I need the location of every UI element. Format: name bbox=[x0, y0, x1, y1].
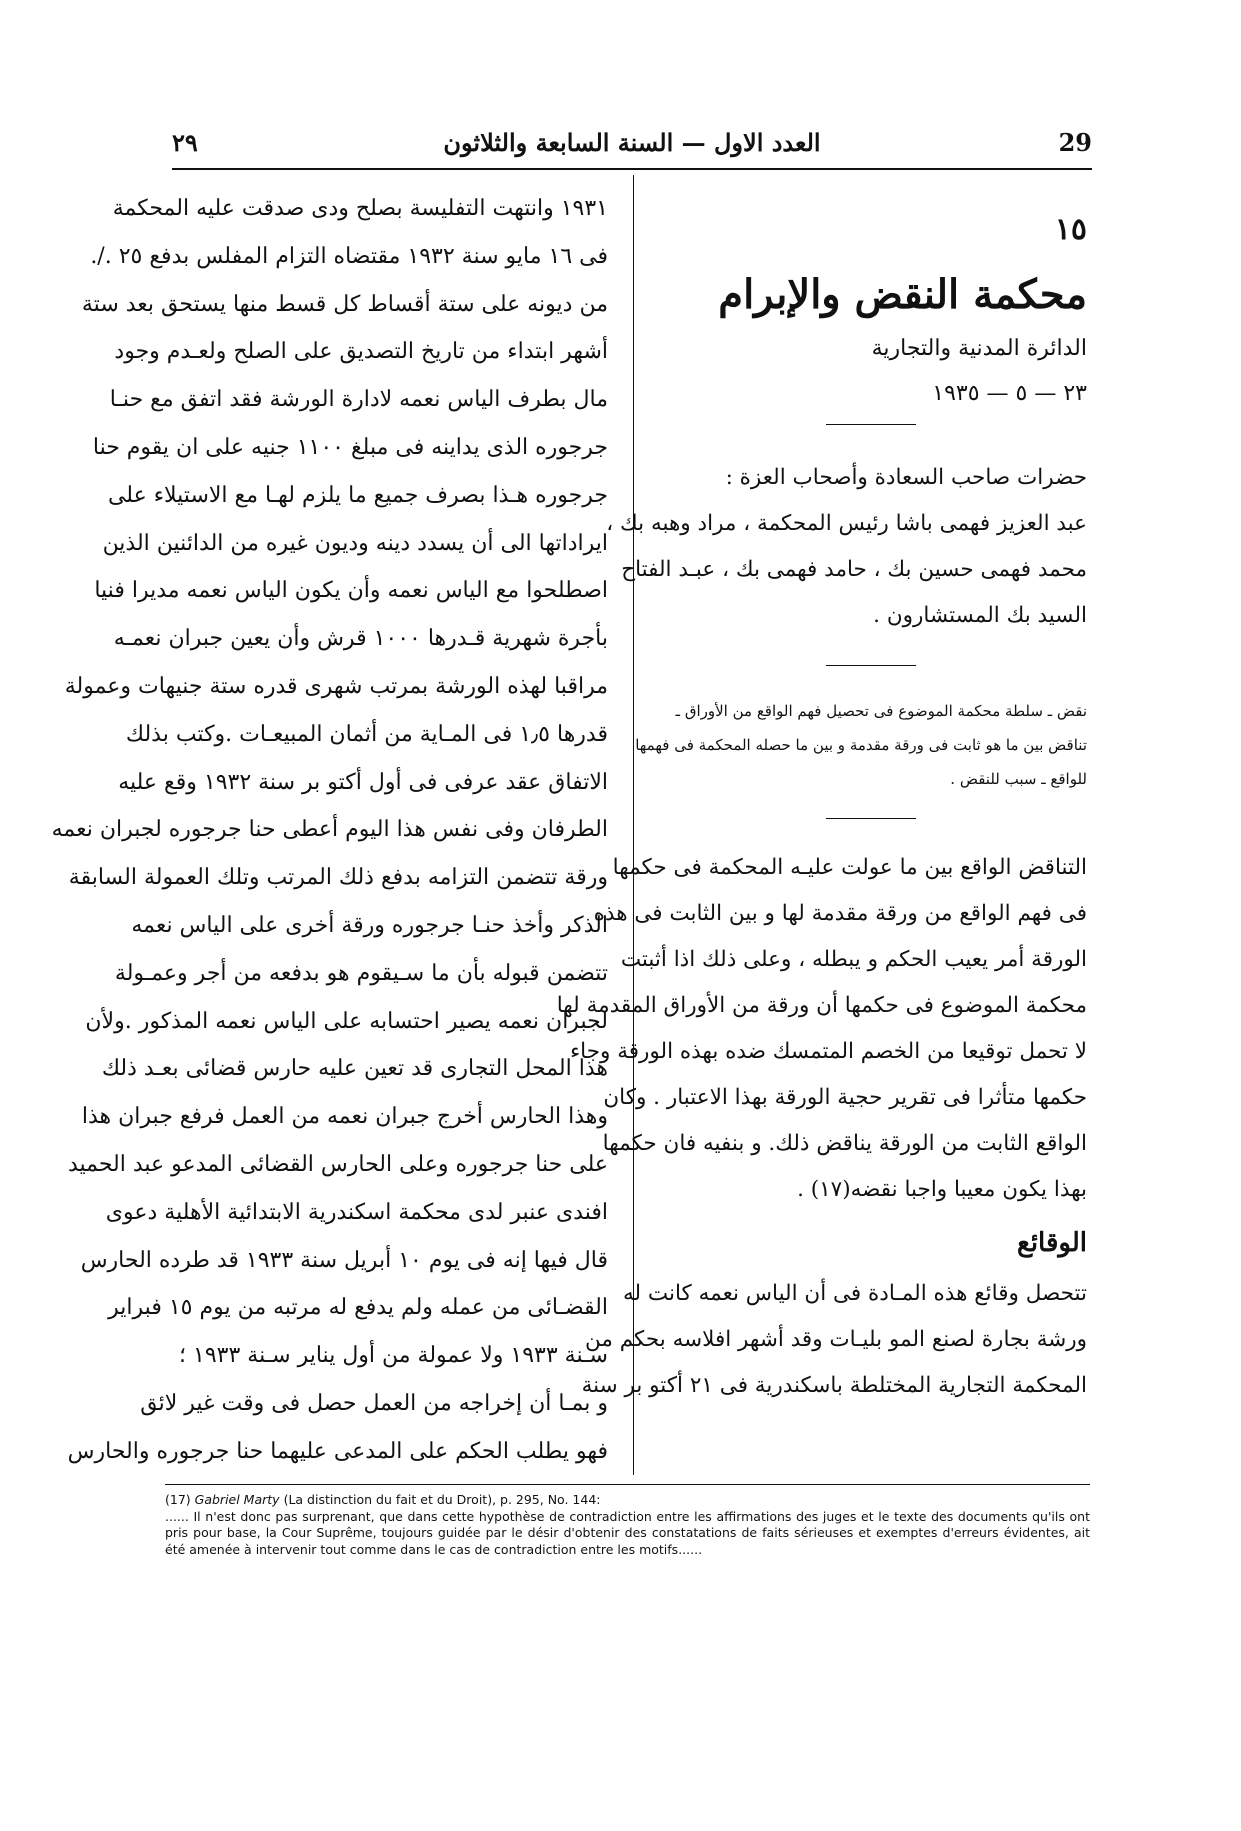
body-line: أشهر ابتداء من تاريخ التصديق على الصلح ولعـدم وجود bbox=[114, 339, 608, 365]
journal-issue-title: العدد الاول — السنة السابعة والثلاثون bbox=[443, 128, 821, 157]
body-line: القضـائى من عمله ولم يدفع له مرتبه من يوم ١٥ فبراير bbox=[108, 1295, 608, 1321]
footnote-citation bbox=[165, 1492, 1090, 1509]
body-line: قدرها ١٫٥ فى المـاية من أثمان المبيعـات .وكتب بذلك bbox=[125, 721, 608, 747]
case-number: ١٥ bbox=[1054, 212, 1087, 247]
page-number-latin: 29 bbox=[1058, 128, 1092, 157]
footnote-rule bbox=[165, 1484, 1090, 1485]
facts-heading: الوقائع bbox=[1016, 1228, 1087, 1258]
facts-text bbox=[581, 1271, 1087, 1409]
page-number-arabic: ٢٩ bbox=[172, 128, 198, 157]
summary-line: نقض ـ سلطة محكمة الموضوع فى تحصيل فهم الواقع من الأوراق ـ bbox=[675, 702, 1087, 720]
body-line: ورقة تتضمن التزامه بدفع ذلك المرتب وتلك العمولة السابقة bbox=[68, 865, 608, 891]
body-line: بأجرة شهرية قـدرها ١٠٠٠ قرش وأن يعين جبران نعمـه bbox=[113, 626, 608, 652]
facts-line: ورشة بجارة لصنع المو بليـات وقد أشهر افلاسه بحكم من bbox=[585, 1327, 1087, 1352]
body-line: و بمـا أن إخراجه من العمل حصل فى وقت غير لائق bbox=[140, 1390, 608, 1416]
circuit-name: الدائرة المدنية والتجارية bbox=[871, 336, 1087, 361]
body-line: سـنة ١٩٣٣ ولا عمولة من أول يناير سـنة ١٩٣٣ ؛ bbox=[179, 1343, 608, 1369]
principle-line: فى فهم الواقع من ورقة مقدمة لها و بين الثابت فى هذه bbox=[593, 901, 1087, 926]
body-line: ١٩٣١ وانتهت التفليسة بصلح ودى صدقت عليه المحكمة bbox=[112, 196, 608, 221]
left-column bbox=[51, 185, 608, 1476]
body-line: الاتفاق عقد عرفى فى أول أكتو بر سنة ١٩٣٢ وقع عليه bbox=[118, 769, 608, 795]
body-line: ايراداتها الى أن يسدد دينه وديون غيره من الدائنين الذين bbox=[102, 530, 608, 556]
body-line: لجبران نعمه يصير احتسابه على الياس نعمه المذكور .ولأن bbox=[85, 1008, 608, 1034]
footnote-author: Gabriel Marty bbox=[194, 1492, 280, 1507]
summary-line: للواقع ـ سبب للنقض . bbox=[950, 770, 1087, 788]
panel-line: السيد بك المستشارون . bbox=[873, 603, 1087, 628]
case-summary bbox=[635, 694, 1087, 796]
body-line: من ديونه على ستة أقساط كل قسط منها يستحق بعد ستة bbox=[81, 291, 608, 317]
panel-members bbox=[606, 455, 1087, 639]
body-line: فى ١٦ مايو سنة ١٩٣٢ مقتضاه التزام المفلس بدفع ٢٥ ./. bbox=[90, 243, 608, 269]
panel-line: حضرات صاحب السعادة وأصحاب العزة : bbox=[725, 465, 1087, 490]
body-line: قال فيها إنه فى يوم ١٠ أبريل سنة ١٩٣٣ قد طرده الحارس bbox=[80, 1247, 608, 1273]
body-line: على حنا جرجوره وعلى الحارس القضائى المدعو عبد الحميد bbox=[67, 1151, 608, 1177]
body-line: مال بطرف الياس نعمه لادارة الورشة فقد اتفق مع حنـا bbox=[109, 387, 608, 413]
panel-line: عبد العزيز فهمى باشا رئيس المحكمة ، مراد وهبه بك ، bbox=[606, 511, 1087, 536]
panel-line: محمد فهمى حسين بك ، حامد فهمى بك ، عبـد الفتاح bbox=[621, 557, 1087, 582]
body-line: اصطلحوا مع الياس نعمه وأن يكون الياس نعمه مديرا فنيا bbox=[94, 578, 608, 604]
right-column bbox=[556, 190, 1087, 1409]
footnote-source: (La distinction du fait et du Droit), p. 295, No. 144: bbox=[283, 1492, 601, 1507]
facts-line: تتحصل وقائع هذه المـادة فى أن الياس نعمه كانت له bbox=[623, 1281, 1087, 1306]
body-line: الطرفان وفى نفس هذا اليوم أعطى حنا جرجوره لجبران نعمه bbox=[51, 817, 608, 843]
body-line: جرجوره الذى يداينه فى مبلغ ١١٠٠ جنيه على ان يقوم حنا bbox=[92, 434, 608, 460]
footnote-marker: (17) bbox=[165, 1492, 191, 1507]
body-line: وهذا الحارس أخرج جبران نعمه من العمل فرفع جبران هذا bbox=[81, 1104, 608, 1130]
legal-principle bbox=[556, 845, 1087, 1213]
footnote-quote: ...... Il n'est donc pas surprenant, que dans cette hypothèse de contradiction entre les affirmations des juges et le texte des documents qu'ils ont pris pour base, la Cour Suprême, toujours guidée par le désir d'obtenir des constatations de faits sérieuses et exemptes d'erreurs évidentes, ait été amenée à intervenir tout comme dans le cas de contradiction entre les motifs...... bbox=[165, 1508, 1090, 1557]
section-rule bbox=[826, 665, 916, 666]
body-line: هذا المحل التجارى قد تعين عليه حارس قضائى بعـد ذلك bbox=[101, 1056, 608, 1082]
body-line: مراقبا لهذه الورشة بمرتب شهرى قدره ستة جنيهات وعمولة bbox=[64, 673, 608, 699]
facts-line: المحكمة التجارية المختلطة باسكندرية فى ٢١ أكتو بر سنة bbox=[581, 1373, 1087, 1398]
body-line: افندى عنبر لدى محكمة اسكندرية الابتدائية الأهلية دعوى bbox=[105, 1199, 608, 1225]
section-rule bbox=[826, 818, 916, 819]
principle-line: التناقض الواقع بين ما عولت عليـه المحكمة فى حكمها bbox=[612, 855, 1087, 880]
principle-line: بهذا يكون معيبا واجبا نقضه(١٧) . bbox=[797, 1177, 1087, 1202]
principle-line: الورقة أمر يعيب الحكم و يبطله ، وعلى ذلك اذا أثبتت bbox=[620, 947, 1087, 972]
body-line: الذكر وأخذ حنـا جرجوره ورقة أخرى على الياس نعمه bbox=[131, 912, 608, 938]
page-header bbox=[172, 128, 1092, 168]
summary-line: تناقض بين ما هو ثابت فى ورقة مقدمة و بين ما حصله المحكمة فى فهمها bbox=[635, 736, 1087, 754]
body-line: جرجوره هـذا بصرف جميع ما يلزم لهـا مع الاستيلاء على bbox=[107, 482, 608, 508]
court-name: محكمة النقض والإبرام bbox=[718, 271, 1087, 318]
principle-line: لا تحمل توقيعا من الخصم المتمسك ضده بهذه الورقة وجاء bbox=[570, 1039, 1087, 1064]
principle-line: الواقع الثابت من الورقة يناقض ذلك. و بنفيه فان حكمها bbox=[602, 1131, 1087, 1156]
principle-line: محكمة الموضوع فى حكمها أن ورقة من الأوراق المقدمة لها bbox=[556, 993, 1087, 1018]
principle-line: حكمها متأثرا فى تقرير حجية الورقة بهذا الاعتبار . وكان bbox=[603, 1085, 1087, 1110]
judgment-date: ٢٣ — ٥ — ١٩٣٥ bbox=[932, 381, 1087, 406]
section-rule bbox=[826, 424, 916, 425]
body-line: تتضمن قبوله بأن ما سـيقوم هو بدفعه من أجر وعمـولة bbox=[114, 960, 608, 986]
footnote bbox=[165, 1492, 1090, 1558]
body-line: فهو يطلب الحكم على المدعى عليهما حنا جرجوره والحارس bbox=[67, 1438, 608, 1464]
header-rule bbox=[172, 168, 1092, 170]
